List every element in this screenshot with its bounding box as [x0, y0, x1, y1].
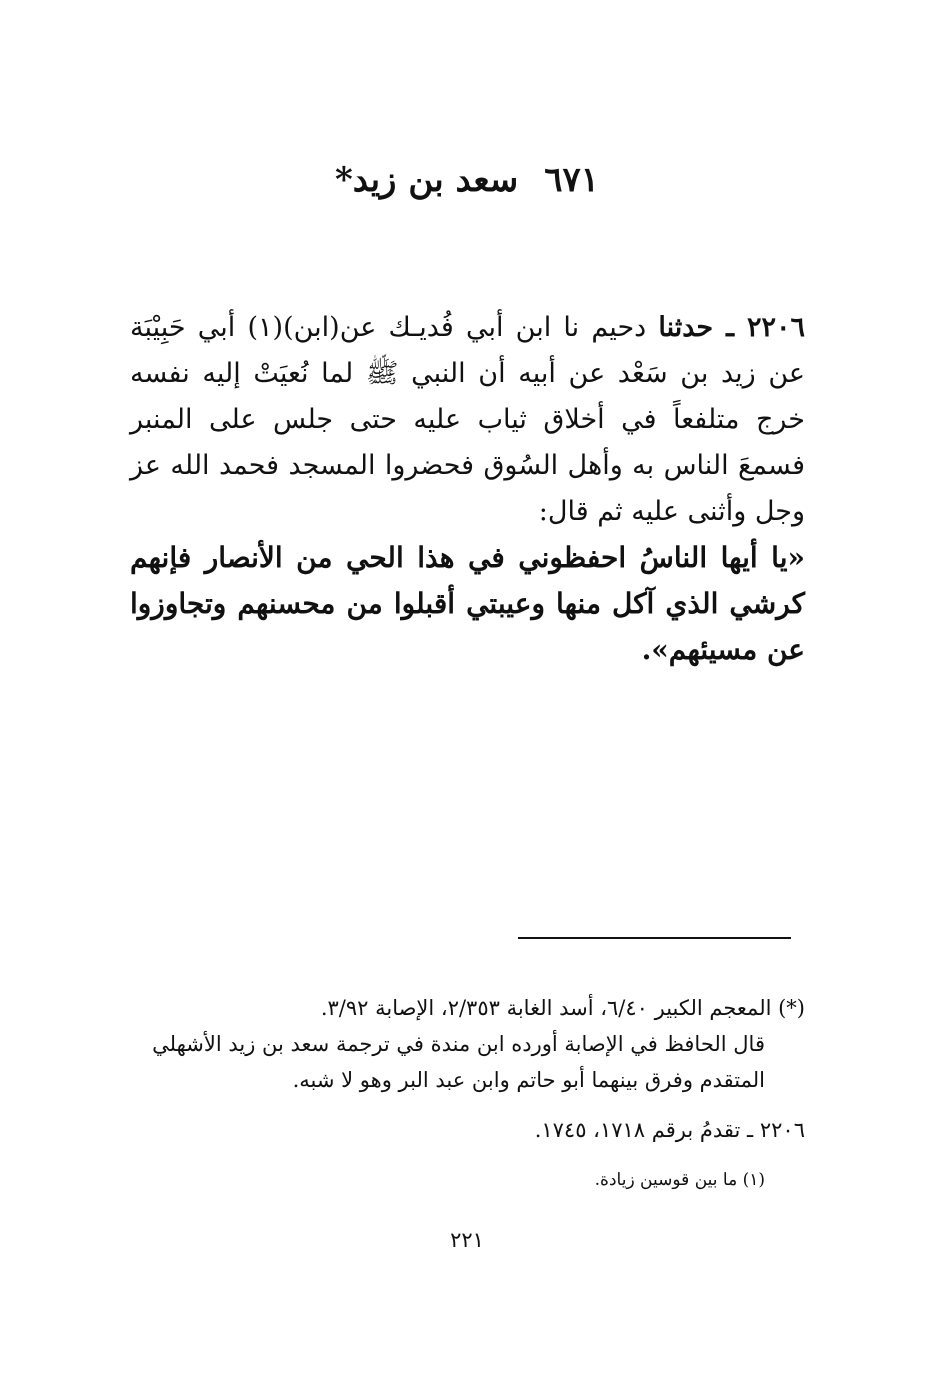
hadith-entry: [130, 305, 805, 673]
entry-heading-name: سعد بن زيد*: [334, 160, 519, 200]
page-number: ٢٢١: [450, 1228, 484, 1252]
footnote-divider: [518, 937, 791, 939]
entry-heading: [0, 160, 934, 200]
footnote-comment: قال الحافظ في الإصابة أورده ابن مندة في ترجمة سعد بن زيد الأشهلي المتقدم وفرق بينهما أبو حاتم وابن عبد البر وهو لا شبه.: [152, 1032, 765, 1092]
entry-heading-number: ٦٧١: [544, 160, 600, 200]
entry-isnad: دحيم نا ابن أبي فُديـك عن(ابن)(١) أبي حَبِيْبَة عن زيد بن سَعْد عن أبيه أن النبي ﷺ لما نُعيَتْ إليه نفسه خرج متلفعاً في أخلاق ثياب عليه حتى جلس على المنبر فسمعَ الناس به وأهل السُوق فحضروا المسجد فحمد الله عز وجل وأثنى عليه ثم قال:: [130, 312, 805, 527]
hadith-paragraph: [130, 305, 805, 535]
entry-intro: ٢٢٠٦ ـ حدثنا: [658, 312, 806, 343]
footnote-cross-reference: ٢٢٠٦ ـ تقدمُ برقم ١٧١٨، ١٧٤٥.: [534, 1118, 805, 1142]
footnote-source: (*) المعجم الكبير ٦/٤٠، أسد الغابة ٢/٣٥٣، الإصابة ٣/٩٢.: [320, 996, 805, 1020]
footnote-1: (١) ما بين قوسين زيادة.: [594, 1170, 765, 1190]
hadith-text: «يا أيها الناسُ احفظوني في هذا الحي من الأنصار فإنهم كرشي الذي آكل منها وعيبتي أقبلوا من محسنهم وتجاوزوا عن مسيئهم».: [130, 541, 805, 666]
footnotes: [130, 990, 805, 1198]
